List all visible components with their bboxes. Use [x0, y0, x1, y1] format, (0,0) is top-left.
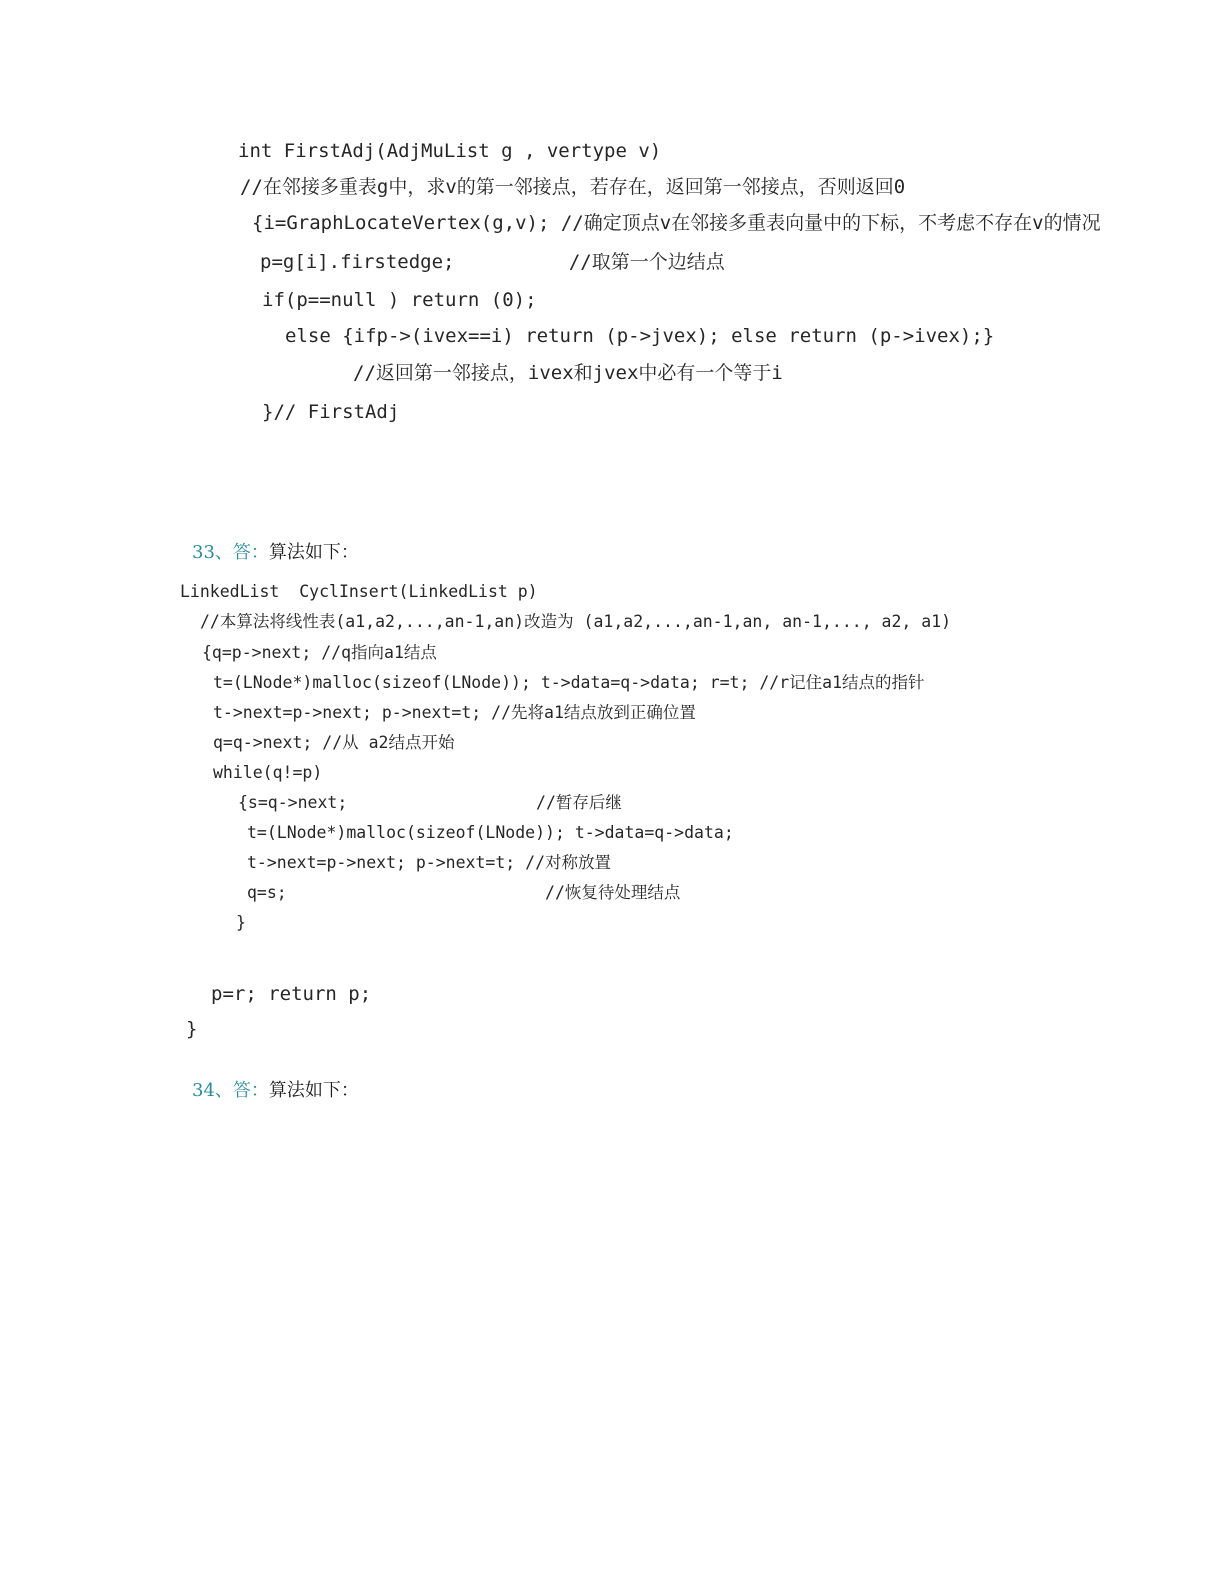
- code-line: p=r; return p;: [211, 983, 372, 1005]
- question-number: 34、: [192, 1080, 233, 1101]
- answer-text: 算法如下：: [268, 542, 359, 563]
- code-line: {s=q->next; //暂存后继: [238, 793, 622, 812]
- question-34-heading: [192, 1076, 359, 1102]
- code-line: int FirstAdj(AdjMuList g , vertype v): [238, 140, 662, 162]
- code-line: //本算法将线性表(a1,a2,...,an-1,an)改造为 (a1,a2,...,an-1,an, an-1,..., a2, a1): [200, 612, 952, 631]
- code-line: q=s; //恢复待处理结点: [247, 883, 681, 902]
- code-line: t->next=p->next; p->next=t; //先将a1结点放到正确位置: [213, 703, 696, 722]
- question-33-heading: [192, 538, 359, 564]
- code-line: {i=GraphLocateVertex(g,v); //确定顶点v在邻接多重表向量中的下标，不考虑不存在v的情况: [252, 212, 1101, 234]
- code-line: t->next=p->next; p->next=t; //对称放置: [247, 853, 612, 872]
- code-line: //返回第一邻接点，ivex和jvex中必有一个等于i: [353, 362, 783, 384]
- code-line: }: [236, 913, 246, 932]
- code-line: t=(LNode*)malloc(sizeof(LNode)); t->data=q->data;: [247, 823, 734, 842]
- code-line: LinkedList CyclInsert(LinkedList p): [180, 582, 538, 601]
- code-line: t=(LNode*)malloc(sizeof(LNode)); t->data=q->data; r=t; //r记住a1结点的指针: [213, 673, 925, 692]
- code-line: while(q!=p): [213, 763, 323, 782]
- answer-text: 算法如下：: [268, 1080, 359, 1101]
- answer-label: 答：: [232, 1080, 269, 1101]
- code-line: //在邻接多重表g中，求v的第一邻接点，若存在，返回第一邻接点，否则返回0: [240, 176, 906, 198]
- code-line: q=q->next; //从 a2结点开始: [213, 733, 455, 752]
- code-line: else {ifp->(ivex==i) return (p->jvex); else return (p->ivex);}: [285, 325, 995, 347]
- code-line: }// FirstAdj: [262, 401, 400, 423]
- code-line: {q=p->next; //q指向a1结点: [202, 643, 437, 662]
- code-line: }: [186, 1018, 198, 1040]
- code-line: p=g[i].firstedge; //取第一个边结点: [260, 251, 725, 273]
- code-line: if(p==null ) return (0);: [262, 289, 537, 311]
- answer-label: 答：: [232, 542, 269, 563]
- question-number: 33、: [192, 542, 233, 563]
